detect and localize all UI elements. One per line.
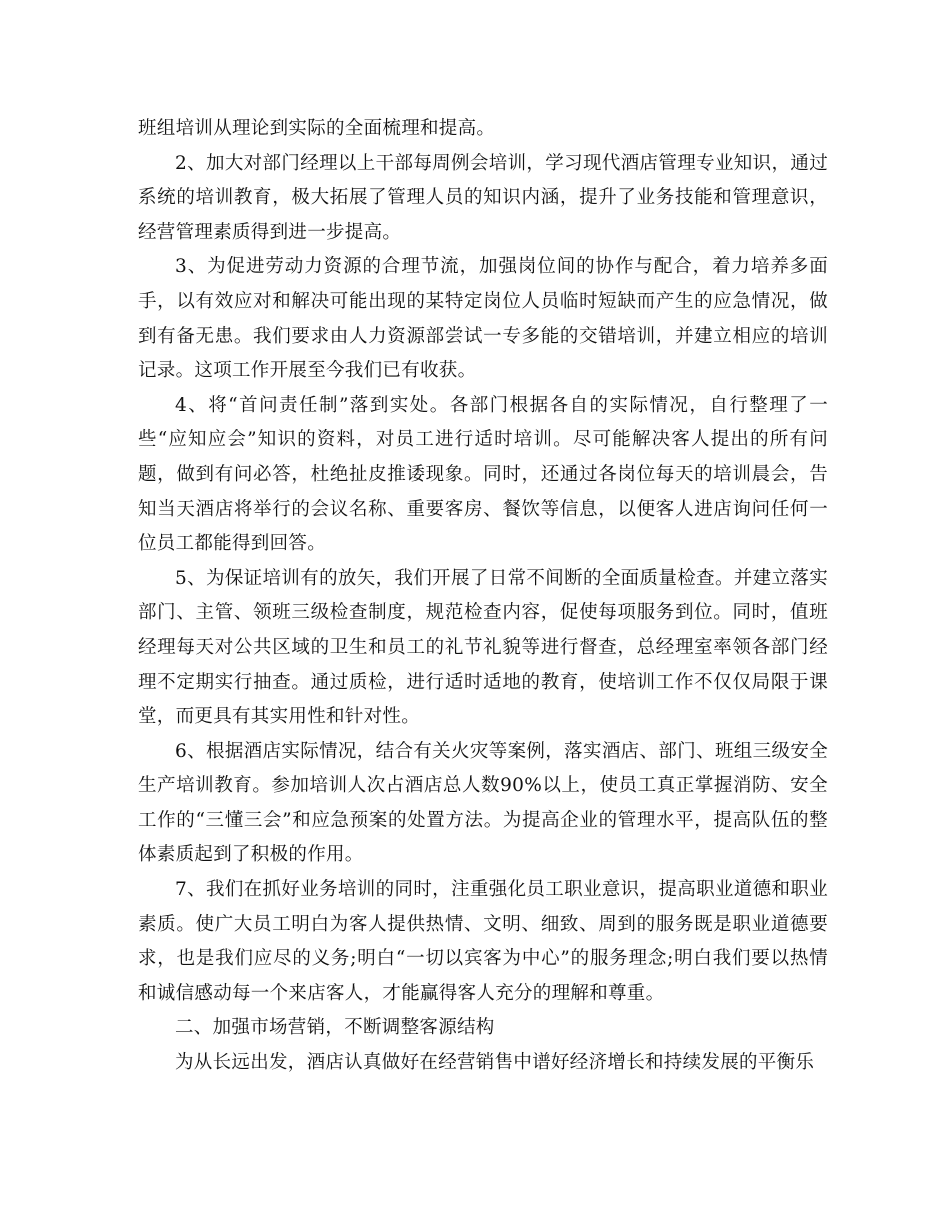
paragraph-item-5: 5、为保证培训有的放矢，我们开展了日常不间断的全面质量检查。并建立落实部门、主管、领班三级检查制度，规范检查内容，促使每项服务到位。同时，值班经理每天对公共区域的卫生和员工的礼节礼貌等进行督查，总经理室率领各部门经理不定期实行抽查。通过质检，进行适时适地的教育，使培训工作不仅仅局限于课堂，而更具有其实用性和针对性。 — [138, 567, 828, 728]
paragraph-item-2: 2、加大对部门经理以上干部每周例会培训，学习现代酒店管理专业知识，通过系统的培训教育，极大拓展了管理人员的知识内涵，提升了业务技能和管理意识，经营管理素质得到进一步提高。 — [138, 152, 828, 243]
paragraph-item-6: 6、根据酒店实际情况，结合有关火灾等案例，落实酒店、部门、班组三级安全生产培训教育。参加培训人次占酒店总人数90%以上，使员工真正掌握消防、安全工作的“三懂三会”和应急预案的处置方法。为提高企业的管理水平，提高队伍的整体素质起到了积极的作用。 — [138, 740, 828, 866]
paragraph-item-3: 3、为促进劳动力资源的合理节流，加强岗位间的协作与配合，着力培养多面手，以有效应对和解决可能出现的某特定岗位人员临时短缺而产生的应急情况，做到有备无患。我们要求由人力资源部尝试一专多能的交错培训，并建立相应的培训记录。这项工作开展至今我们已有收获。 — [138, 256, 828, 382]
paragraph-section-intro: 为从长远出发，酒店认真做好在经营销售中谱好经济增长和持续发展的平衡乐 — [175, 1052, 815, 1074]
paragraph-item-7: 7、我们在抓好业务培训的同时，注重强化员工职业意识，提高职业道德和职业素质。使广大员工明白为客人提供热情、文明、细致、周到的服务既是职业道德要求，也是我们应尽的义务;明白“一切以宾客为中心”的服务理念;明白我们要以热情和诚信感动每一个来店客人，才能赢得客人充分的理解和尊重。 — [138, 879, 828, 1004]
document-body — [138, 112, 828, 1081]
paragraph-continuation: 班组培训从理论到实际的全面梳理和提高。 — [138, 118, 496, 139]
paragraph-item-4: 4、将“首问责任制”落到实处。各部门根据各自的实际情况，自行整理了一些“应知应会”知识的资料，对员工进行适时培训。尽可能解决客人提出的所有问题，做到有问必答，杜绝扯皮推诿现象。同时，还通过各岗位每天的培训晨会，告知当天酒店将举行的会议名称、重要客房、餐饮等信息，以便客人进店询问任何一位员工都能得到回答。 — [138, 394, 828, 555]
section-heading: 二、加强市场营销，不断调整客源结构 — [175, 1017, 495, 1039]
